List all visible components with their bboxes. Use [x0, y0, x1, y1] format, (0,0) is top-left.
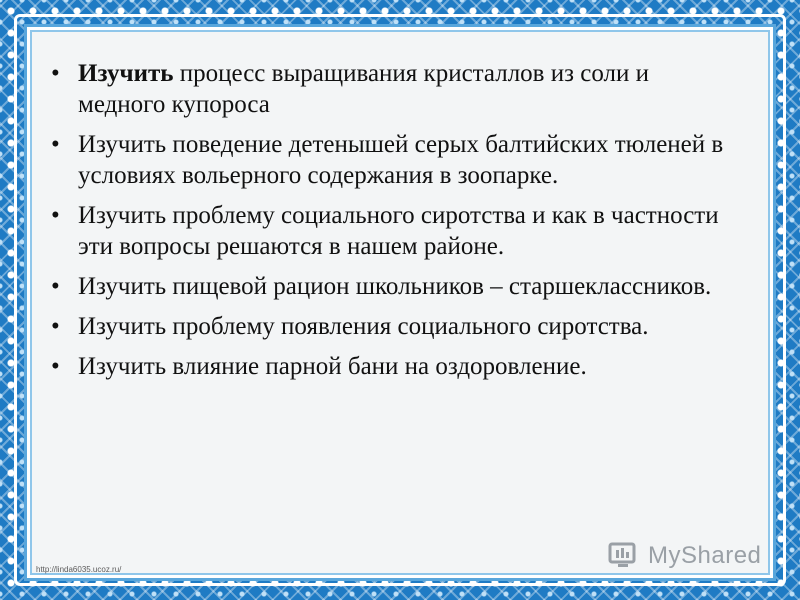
- list-item: [48, 129, 738, 191]
- list-item: [48, 271, 738, 302]
- bullet-text: Изучить влияние парной бани на оздоровление.: [78, 353, 587, 380]
- bullet-text: Изучить пищевой рацион школьников – старшеклассников.: [78, 273, 712, 300]
- bullet-icon: •: [51, 202, 60, 229]
- watermark-text: MyShared: [648, 542, 762, 569]
- bullet-text: процесс выращивания кристаллов из соли и медного купороса: [78, 60, 649, 118]
- bullet-list: [48, 58, 738, 391]
- bullet-text: Изучить проблему социального сиротства и как в частности эти вопросы решаются в нашем районе.: [78, 202, 719, 260]
- bullet-lead-text: Изучить: [78, 60, 174, 87]
- footer-url-link[interactable]: http://linda6035.ucoz.ru/: [36, 565, 122, 574]
- myshared-logo-icon: [608, 540, 644, 572]
- bullet-icon: •: [51, 353, 60, 380]
- bullet-text: Изучить поведение детенышей серых балтийских тюленей в условиях вольерного содержания в зоопарке.: [78, 131, 724, 189]
- list-item: [48, 351, 738, 382]
- list-item: [48, 200, 738, 262]
- bullet-icon: •: [51, 273, 60, 300]
- watermark[interactable]: [608, 536, 768, 576]
- bullet-text: Изучить проблему появления социального сиротства.: [78, 313, 649, 340]
- list-item: [48, 58, 738, 120]
- bullet-icon: •: [51, 313, 60, 340]
- list-item: [48, 311, 738, 342]
- bullet-icon: •: [51, 60, 60, 87]
- bullet-icon: •: [51, 131, 60, 158]
